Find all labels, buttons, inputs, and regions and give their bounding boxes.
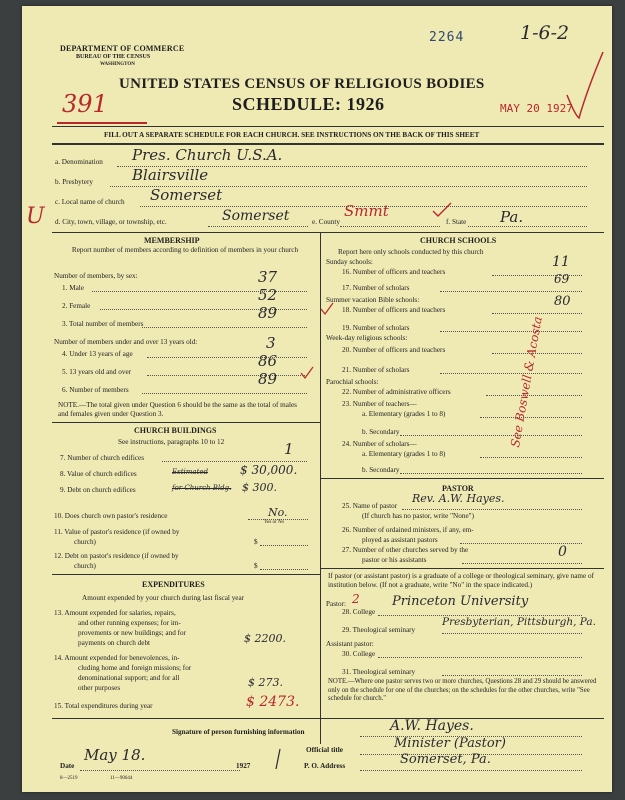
q8-label: 8. Value of church edifices <box>60 470 137 478</box>
age-header: Number of members under and over 13 years old: <box>54 338 198 346</box>
dotted-rule <box>260 545 308 546</box>
q13-line2: and other running expenses; for im- <box>78 619 181 627</box>
dotted-rule <box>442 633 582 634</box>
dotted-rule <box>486 395 582 396</box>
dotted-rule <box>147 357 307 358</box>
tick-icon <box>274 748 282 770</box>
sunday-label: Sunday schools: <box>326 258 373 266</box>
q26-line2: ployed as assistant pastors <box>362 536 438 544</box>
membership-note: NOTE.—The total given under Question 6 should be the same as the total of males and females given under Question 3. <box>58 401 297 418</box>
q27-line2: pastor or his assistants <box>362 556 427 564</box>
q11-label: 11. Value of pastor's residence (if owned by <box>54 528 180 536</box>
q16-label: 16. Number of officers and teachers <box>342 268 446 276</box>
expenditures-heading: EXPENDITURES <box>142 580 205 589</box>
handwritten-number: 391 <box>62 90 108 118</box>
dotted-rule <box>400 435 582 436</box>
q25-label: 25. Name of pastor <box>342 502 398 510</box>
q4-value: 3 <box>266 334 276 352</box>
city-field-value: Somerset <box>222 208 290 224</box>
buildings-subheading: See instructions, paragraphs 10 to 12 <box>118 438 225 446</box>
q27-value: 0 <box>558 544 567 560</box>
q7-value: 1 <box>284 440 294 458</box>
dotted-rule <box>492 313 582 314</box>
q8-value: $ 30,000. <box>240 463 298 477</box>
schedule-title: SCHEDULE: 1926 <box>232 94 385 114</box>
official-title-value: Minister (Pastor) <box>394 736 506 751</box>
q9-value: $ 300. <box>242 481 277 494</box>
q2-value: 52 <box>258 286 278 304</box>
po-address-label: P. O. Address <box>304 762 346 770</box>
graduate-note: If pastor (or assistant pastor) is a graduate of a college or theological seminary, give name of institution below. (If not a graduate, write "No" in the space indicated.) <box>328 572 594 589</box>
date-label: Date <box>60 762 75 770</box>
dotted-rule <box>80 770 240 771</box>
denomination-label: a. Denomination <box>55 158 103 166</box>
rule <box>52 574 320 575</box>
signature-value: A.W. Hayes. <box>390 718 474 734</box>
q2-label: 2. Female <box>62 302 91 310</box>
q14-line3: denominational support; and for all <box>78 674 180 682</box>
q23a-label: a. Elementary (grades 1 to 8) <box>362 410 446 418</box>
q1-value: 37 <box>258 268 278 286</box>
yes-no-hint: Yes or No <box>264 520 285 525</box>
pastor-label: Pastor: <box>326 600 346 608</box>
official-title-label: Official title <box>306 746 343 754</box>
q25-value: Rev. A.W. Hayes. <box>412 492 505 505</box>
q24b-label: b. Secondary <box>362 466 400 474</box>
q13-line1: 13. Amount expended for salaries, repairs, <box>54 609 176 617</box>
q13-line4: payments on church debt <box>78 639 151 647</box>
by-sex-label: Number of members, by sex: <box>54 272 138 280</box>
q11-label-cont: church) <box>74 538 96 546</box>
q5-label: 5. 13 years old and over <box>62 368 132 376</box>
q26-line1: 26. Number of ordained ministers, if any, em- <box>342 526 474 534</box>
q10-value: No. <box>268 506 288 519</box>
po-address-value: Somerset, Pa. <box>400 752 491 767</box>
q1-label: 1. Male <box>62 284 84 292</box>
q16-value: 11 <box>552 254 570 270</box>
county-value: Smmt <box>344 202 389 220</box>
dotted-rule <box>440 291 582 292</box>
local-name-label: c. Local name of church <box>55 198 125 206</box>
q12-label-cont: church) <box>74 562 96 570</box>
q24-label: 24. Number of scholars— <box>342 440 417 448</box>
q12-label: 12. Debt on pastor's residence (if owned by <box>54 552 179 560</box>
dotted-rule <box>340 226 440 227</box>
q17-value: 69 <box>554 272 570 286</box>
rule <box>320 568 604 569</box>
schools-subheading: Report here only schools conducted by this church <box>338 248 484 256</box>
assistant-label: Assistant pastor: <box>326 640 374 648</box>
q30-label: 30. College <box>342 650 376 658</box>
q7-label: 7. Number of church edifices <box>60 454 145 462</box>
membership-subheading: Report number of members according to definition of members in your church <box>71 246 299 254</box>
q6-label: 6. Number of members <box>62 386 129 394</box>
q19-label: 19. Number of scholars <box>342 324 410 332</box>
local-name-value: Somerset <box>150 186 223 204</box>
q28-label: 28. College <box>342 608 376 616</box>
dotted-rule <box>440 331 582 332</box>
dotted-rule <box>142 327 307 328</box>
q17-label: 17. Number of scholars <box>342 284 410 292</box>
q6-value: 89 <box>258 370 278 388</box>
q9-label: 9. Debt on church edifices <box>60 486 136 494</box>
denomination-value: Pres. Church U.S.A. <box>132 146 283 164</box>
q23b-label: b. Secondary <box>362 428 400 436</box>
date-value: May 18. <box>84 746 146 764</box>
tick-icon <box>320 302 334 316</box>
q14-line4: other purposes <box>78 684 121 692</box>
dotted-rule <box>442 675 582 676</box>
dotted-rule <box>462 563 582 564</box>
q22-label: 22. Number of administrative officers <box>342 388 451 396</box>
dotted-rule <box>147 375 307 376</box>
received-stamp: MAY 20 1927 <box>500 102 573 115</box>
signature-label: Signature of person furnishing information <box>172 728 305 736</box>
rule <box>52 143 604 145</box>
rule <box>52 126 604 127</box>
side-note: See Boswell & Acosta <box>508 315 545 449</box>
pastor-mark: 2 <box>352 592 360 606</box>
weekday-label: Week-day religious schools: <box>326 334 408 342</box>
rule <box>52 232 604 233</box>
pastor-heading: PASTOR <box>442 484 474 493</box>
department-label: DEPARTMENT OF COMMERCE <box>60 44 185 53</box>
dotted-rule <box>440 373 582 374</box>
print-number: 11—90644 <box>110 776 133 781</box>
q27-line1: 27. Number of other churches served by the <box>342 546 469 554</box>
q14-line2: cluding home and foreign missions; for <box>78 664 192 672</box>
q4-label: 4. Under 13 years of age <box>62 350 133 358</box>
q18-value: 80 <box>554 294 571 309</box>
expenditures-subheading: Amount expended by your church during last fiscal year <box>82 594 245 602</box>
tick-icon <box>432 202 452 218</box>
date-year: 1927 <box>236 762 251 770</box>
q13-value: $ 2200. <box>244 632 286 645</box>
dotted-rule <box>142 393 307 394</box>
county-label: e. County <box>312 218 340 226</box>
q15-value: $ 2473. <box>246 694 300 710</box>
bureau-label: BUREAU OF THE CENSUS <box>76 54 151 60</box>
q8-note: Estimated <box>172 468 209 476</box>
q14-line1: 14. Amount expended for benevolences, in- <box>54 654 180 662</box>
city-label: WASHINGTON <box>100 62 135 67</box>
q13-line3: provements or new buildings; and for <box>78 629 186 637</box>
presbytery-value: Blairsville <box>132 166 209 184</box>
q29-label: 29. Theological seminary <box>342 626 416 634</box>
state-label: f. State <box>446 218 467 226</box>
dotted-rule <box>480 417 582 418</box>
membership-heading: MEMBERSHIP <box>144 236 200 245</box>
q24a-label: a. Elementary (grades 1 to 8) <box>362 450 446 458</box>
q11-dollar: $ <box>254 538 258 546</box>
parochial-label: Parochial schools: <box>326 378 379 386</box>
form-title: UNITED STATES CENSUS OF RELIGIOUS BODIES <box>119 76 485 92</box>
pastor-note: NOTE.—Where one pastor serves two or more churches, Questions 28 and 29 should be answered only on the schedule for one of the churches; on the schedules for the other churches, write "See schedule for church." <box>328 678 597 702</box>
state-value: Pa. <box>500 208 524 226</box>
q21-label: 21. Number of scholars <box>342 366 410 374</box>
q5-value: 86 <box>258 352 278 370</box>
q28-value: Princeton University <box>392 594 529 609</box>
q15-label: 15. Total expenditures during year <box>54 702 153 710</box>
buildings-heading: CHURCH BUILDINGS <box>134 426 217 435</box>
presbytery-label: b. Presbytery <box>55 178 93 186</box>
form-number: 8—2519 <box>60 776 78 781</box>
rule <box>52 422 320 423</box>
q12-dollar: $ <box>254 562 258 570</box>
dotted-rule <box>468 226 587 227</box>
dotted-rule <box>400 473 582 474</box>
dotted-rule <box>360 770 582 771</box>
margin-mark: U <box>26 204 45 229</box>
dotted-rule <box>260 569 308 570</box>
q23-label: 23. Number of teachers— <box>342 400 417 408</box>
dotted-rule <box>208 226 308 227</box>
dotted-rule <box>378 657 582 658</box>
red-underline <box>57 122 147 124</box>
instruction-line: FILL OUT A SEPARATE SCHEDULE FOR EACH CHURCH. SEE INSTRUCTIONS ON THE BACK OF THIS SHEET <box>104 131 480 139</box>
rule <box>320 478 604 479</box>
q25-hint: (If church has no pastor, write "None") <box>362 512 474 520</box>
q29-value: Presbyterian, Pittsburgh, Pa. <box>442 616 596 628</box>
q14-value: $ 273. <box>248 676 283 689</box>
schools-heading: CHURCH SCHOOLS <box>420 236 497 245</box>
dotted-rule <box>480 457 582 458</box>
rule <box>52 718 604 719</box>
city-field-label: d. City, town, village, or township, etc. <box>55 218 167 226</box>
q10-label: 10. Does church own pastor's residence <box>54 512 168 520</box>
q20-label: 20. Number of officers and teachers <box>342 346 446 354</box>
census-schedule-sheet <box>22 6 612 792</box>
corner-code: 1-6-2 <box>520 22 570 44</box>
q3-label: 3. Total number of members <box>62 320 144 328</box>
dotted-rule <box>162 461 307 462</box>
q18-label: 18. Number of officers and teachers <box>342 306 446 314</box>
q9-note: for Church Bldg. <box>172 484 232 492</box>
dotted-rule <box>402 509 582 510</box>
summer-label: Summer vacation Bible schools: <box>326 296 420 304</box>
serial-number: 2264 <box>429 30 465 45</box>
tick-icon <box>300 366 314 380</box>
q3-value: 89 <box>258 304 278 322</box>
q31-label: 31. Theological seminary <box>342 668 416 676</box>
